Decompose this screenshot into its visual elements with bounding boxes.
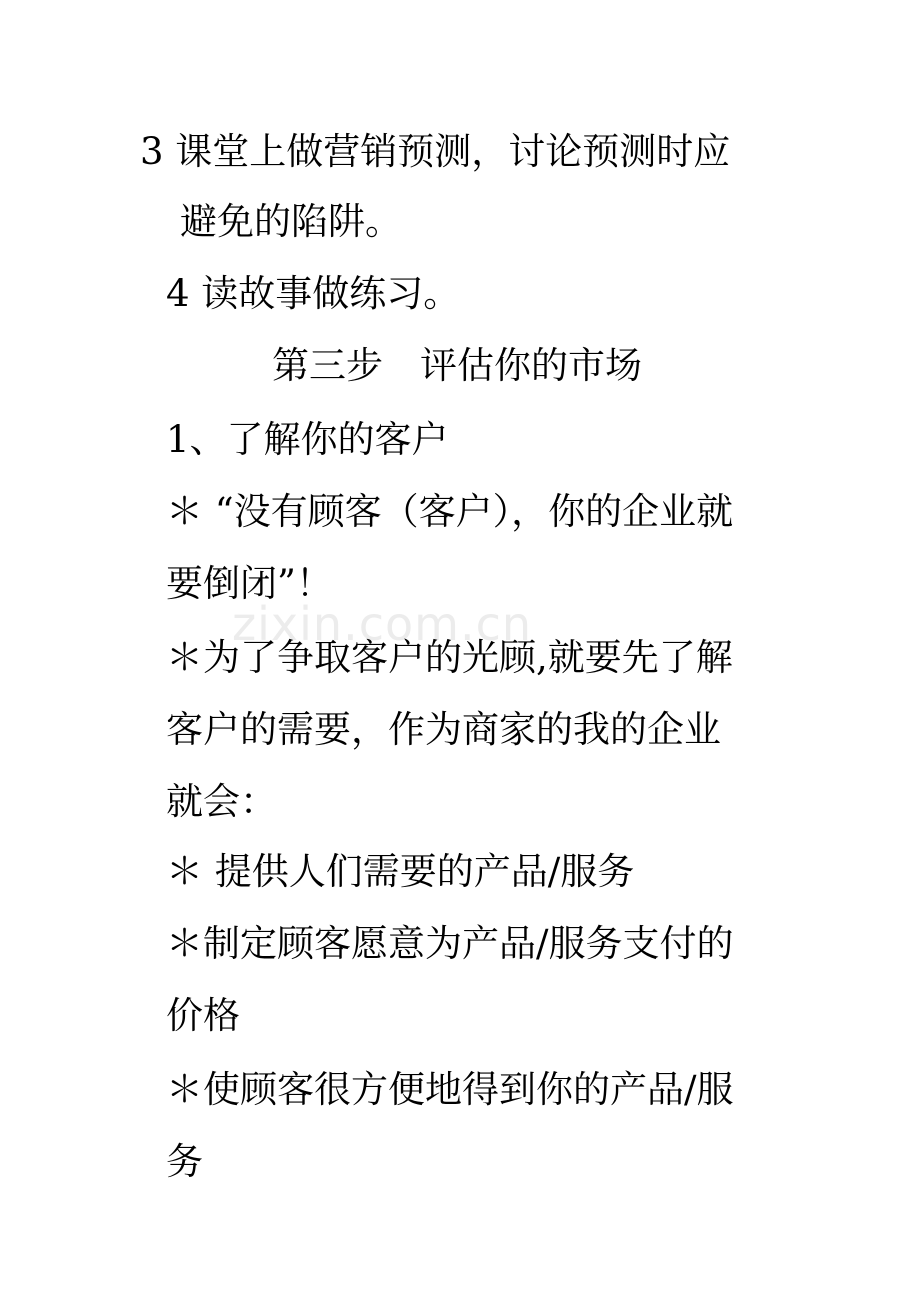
section-heading: 第三步 评估你的市场 [272, 344, 642, 387]
text-line-5: 1、了解你的客户 [166, 418, 449, 461]
text-line-14: ＊使顾客很方便地得到你的产品/服 [166, 1068, 734, 1111]
text-line-13: 价格 [166, 994, 240, 1037]
text-line-2: 避免的陷阱。 [180, 200, 402, 243]
text-line-12: ＊制定顾客愿意为产品/服务支付的 [166, 922, 734, 965]
text-line-3: 4 读故事做练习。 [166, 272, 461, 315]
watermark-text: zixin.com.cn [232, 597, 533, 651]
text-line-10: 就会： [166, 780, 277, 823]
text-line-15: 务 [166, 1140, 203, 1183]
text-line-11: ＊ 提供人们需要的产品/服务 [166, 850, 635, 893]
text-line-1: 3 课堂上做营销预测，讨论预测时应 [140, 130, 731, 173]
text-line-8: ＊为了争取客户的光顾,就要先了解 [166, 636, 733, 679]
text-line-6: ＊ “没有顾客（客户），你的企业就 [166, 490, 734, 533]
text-line-7: 要倒闭”！ [166, 562, 333, 605]
text-line-9: 客户的需要，作为商家的我的企业 [166, 708, 721, 751]
